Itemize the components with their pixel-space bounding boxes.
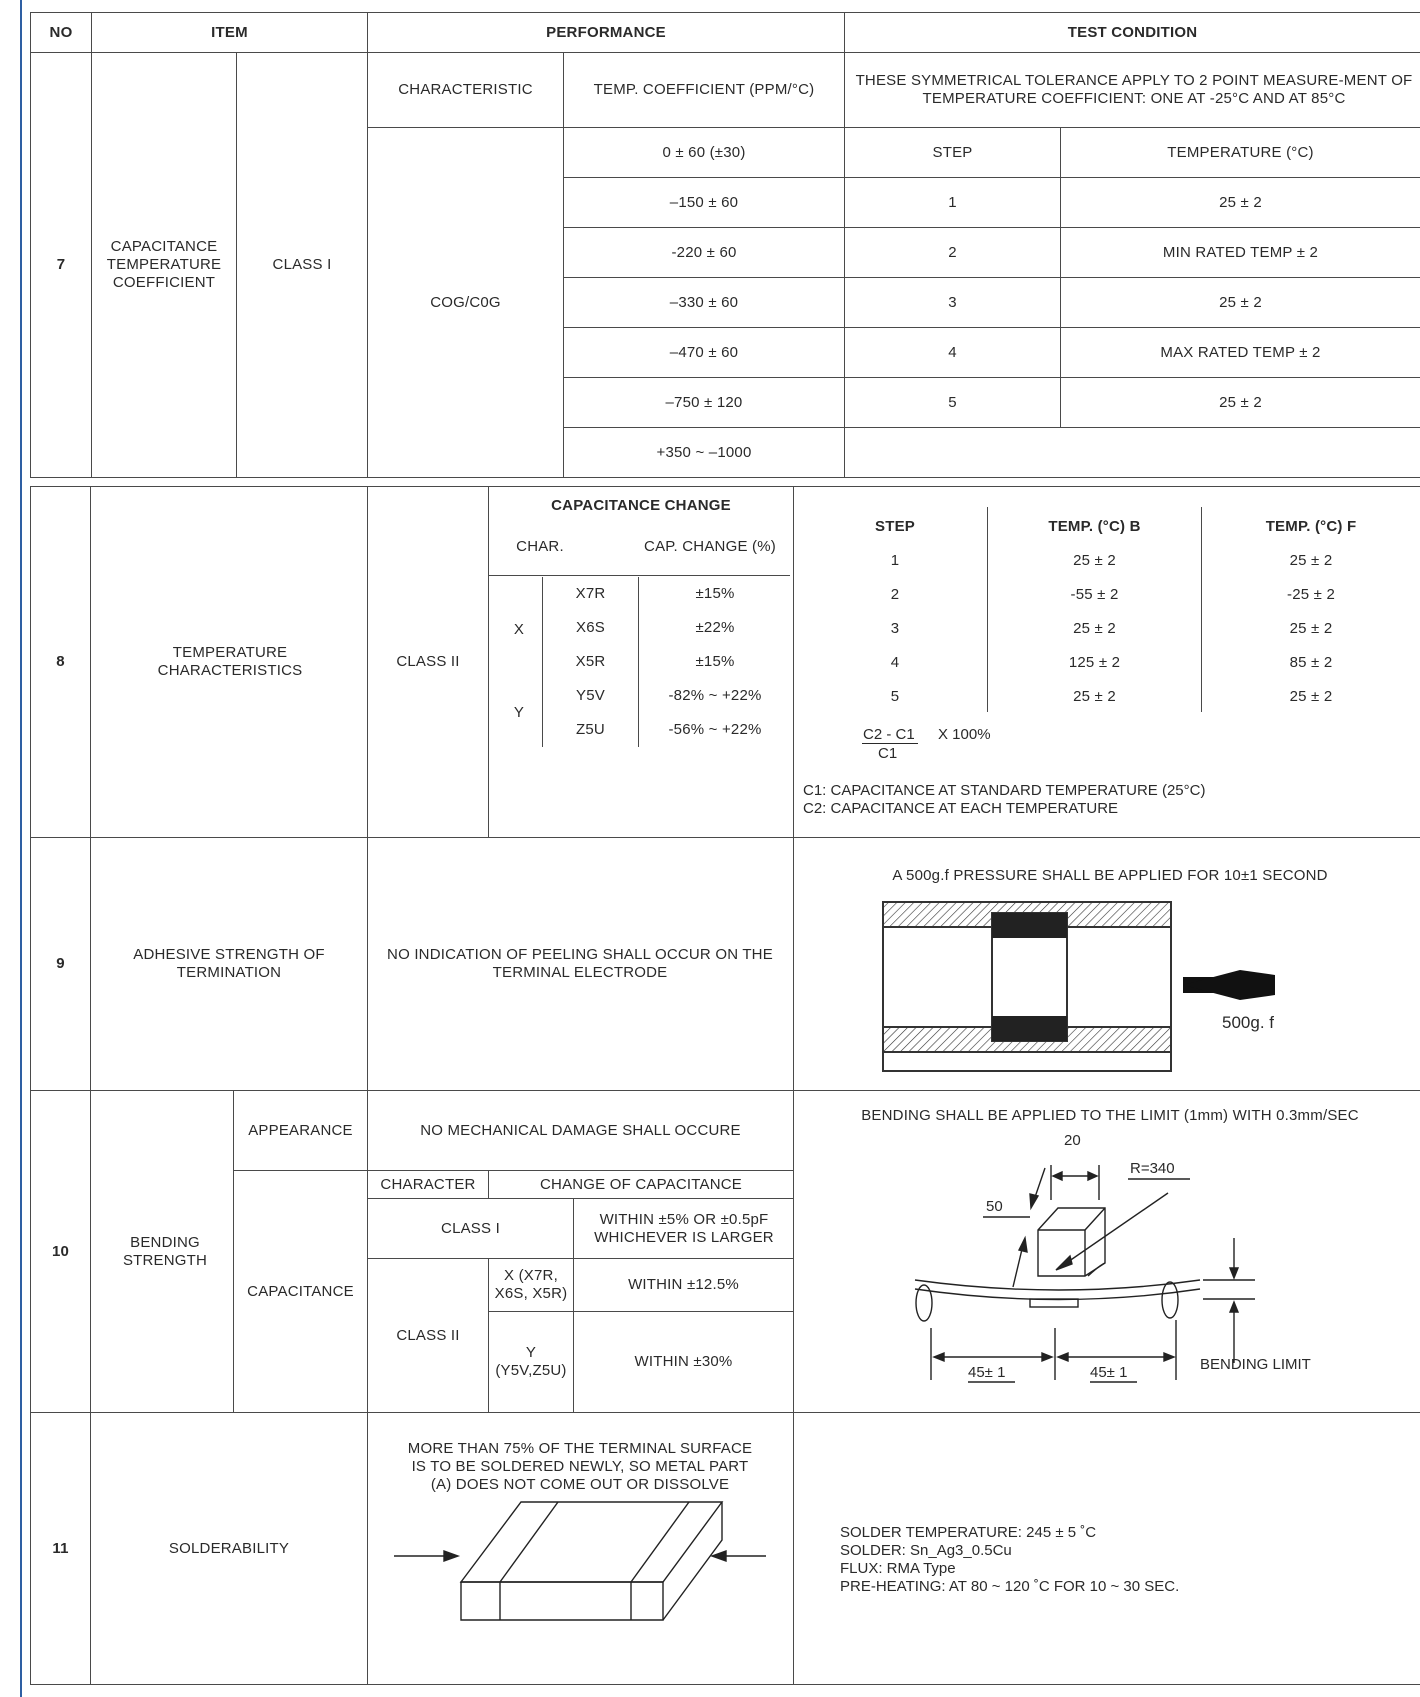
bending-limit-label: BENDING LIMIT	[1200, 1356, 1311, 1373]
performance-text: NO INDICATION OF PEELING SHALL OCCUR ON THE TERMINAL ELECTRODE	[387, 946, 773, 981]
step-cell: 3	[890, 620, 900, 637]
temperature-cell: MIN RATED TEMP ± 2	[1162, 243, 1319, 261]
y-group-label: Y (Y5V,Z5U)	[495, 1344, 567, 1379]
header-performance: PERFORMANCE	[546, 23, 666, 41]
formula-multiplier: X 100%	[938, 726, 991, 743]
step-cell: 2	[948, 243, 957, 261]
step-cell: 1	[890, 552, 900, 569]
character-header: CHARACTER	[380, 1175, 476, 1193]
class-label: CLASS II	[396, 653, 460, 670]
tolerance-note: THESE SYMMETRICAL TOLERANCE APPLY TO 2 POINT MEASURE-MENT OF TEMPERATURE COEFFICIENT: ONE AT -25°C AND AT 85°C	[855, 72, 1413, 107]
dimension-50: 50	[986, 1198, 1003, 1215]
dimension-r340: R=340	[1130, 1160, 1175, 1177]
item-name: ADHESIVE STRENGTH OF TERMINATION	[133, 946, 325, 981]
char-code: Z5U	[576, 721, 605, 738]
coefficient-cell: –750 ± 120	[665, 393, 743, 411]
char-header: CHAR.	[516, 538, 564, 555]
temp-f-cell: -25 ± 2	[1287, 586, 1335, 603]
header-item: ITEM	[211, 23, 248, 41]
step-cell: 4	[948, 343, 957, 361]
step-cell: 4	[890, 654, 900, 671]
char-change: ±15%	[695, 585, 735, 602]
y-group-value: WITHIN ±30%	[634, 1353, 733, 1370]
formula-denominator: C1	[878, 745, 898, 762]
dimension-45-left: 45± 1	[968, 1364, 1006, 1381]
item-name: SOLDERABILITY	[168, 1539, 290, 1557]
coefficient-cell: 0 ± 60 (±30)	[662, 143, 746, 161]
char-code: X6S	[576, 619, 605, 636]
item-name: CAPACITANCE TEMPERATURE COEFFICIENT	[106, 238, 222, 291]
coefficient-cell: -220 ± 60	[671, 243, 737, 261]
temperature-cell: 25 ± 2	[1219, 393, 1262, 411]
char-change: ±15%	[695, 653, 735, 670]
char-code: X7R	[575, 585, 606, 602]
step-cell: 5	[890, 688, 900, 705]
temp-f-cell: 85 ± 2	[1289, 654, 1333, 671]
temp-b-cell: -55 ± 2	[1070, 586, 1119, 603]
capacitance-label: CAPACITANCE	[247, 1282, 354, 1300]
class-label: CLASS I	[272, 256, 332, 273]
x-group-value: WITHIN ±12.5%	[628, 1276, 739, 1293]
header-test-condition: TEST CONDITION	[1067, 23, 1198, 41]
cog-label: COG/C0G	[430, 293, 501, 311]
item-name: TEMPERATURE CHARACTERISTICS	[157, 644, 303, 679]
temp-coefficient-header: TEMP. COEFFICIENT (PPM/°C)	[593, 81, 815, 98]
row-number: 10	[51, 1242, 70, 1260]
step-cell: 2	[890, 586, 900, 603]
step-cell: 5	[948, 393, 957, 411]
solder-temperature: SOLDER TEMPERATURE: 245 ± 5 ˚C	[840, 1524, 1097, 1541]
performance-text: MORE THAN 75% OF THE TERMINAL SURFACE IS TO BE SOLDERED NEWLY, SO METAL PART (A) DOES NOT COME OUT OR DISSOLVE	[407, 1440, 753, 1493]
test-condition-text: A 500g.f PRESSURE SHALL BE APPLIED FOR 10±1 SECOND	[892, 867, 1328, 884]
cap-change-header: CAP. CHANGE (%)	[644, 538, 776, 555]
solder-type: SOLDER: Sn_Ag3_0.5Cu	[840, 1542, 1012, 1559]
x-group-label: X (X7R, X6S, X5R)	[494, 1267, 568, 1302]
row-number: 9	[56, 955, 65, 972]
temperature-cell: MAX RATED TEMP ± 2	[1160, 343, 1321, 361]
temp-f-header: TEMP. (°C) F	[1265, 518, 1357, 535]
row-number: 7	[56, 256, 66, 273]
temperature-header: TEMPERATURE (°C)	[1167, 143, 1314, 161]
class1-value: WITHIN ±5% OR ±0.5pF WHICHEVER IS LARGER	[594, 1210, 774, 1246]
appearance-performance: NO MECHANICAL DAMAGE SHALL OCCURE	[420, 1121, 741, 1139]
char-change: -82% ~ +22%	[668, 687, 762, 704]
step-cell: 1	[948, 193, 957, 211]
flux-type: FLUX: RMA Type	[840, 1560, 956, 1577]
char-change: ±22%	[695, 619, 735, 636]
temp-b-cell: 25 ± 2	[1073, 688, 1116, 705]
char-change: -56% ~ +22%	[668, 721, 762, 738]
temp-f-cell: 25 ± 2	[1289, 688, 1333, 705]
step-header: STEP	[875, 518, 915, 535]
group-x-label: X	[513, 621, 525, 638]
char-code: Y5V	[576, 687, 605, 704]
step-cell: 3	[948, 293, 957, 311]
class1-label: CLASS I	[441, 1219, 500, 1237]
change-of-capacitance-header: CHANGE OF CAPACITANCE	[540, 1175, 742, 1193]
force-label: 500g. f	[1222, 1013, 1274, 1032]
formula-numerator: C2 - C1	[863, 726, 915, 743]
header-no: NO	[49, 23, 73, 41]
temp-f-cell: 25 ± 2	[1289, 552, 1333, 569]
test-condition-text: BENDING SHALL BE APPLIED TO THE LIMIT (1mm) WITH 0.3mm/SEC	[861, 1107, 1359, 1124]
temp-b-cell: 25 ± 2	[1073, 552, 1116, 569]
coefficient-cell: +350 ~ –1000	[656, 443, 752, 461]
step-header: STEP	[932, 143, 973, 161]
note-c2: C2: CAPACITANCE AT EACH TEMPERATURE	[803, 800, 1119, 817]
temp-f-cell: 25 ± 2	[1289, 620, 1333, 637]
char-code: X5R	[575, 653, 606, 670]
dimension-45-right: 45± 1	[1090, 1364, 1128, 1381]
row-number: 8	[56, 653, 65, 670]
temperature-cell: 25 ± 2	[1219, 293, 1262, 311]
note-c1: C1: CAPACITANCE AT STANDARD TEMPERATURE (25°C)	[803, 782, 1206, 799]
coefficient-cell: –470 ± 60	[669, 343, 739, 361]
coefficient-cell: –150 ± 60	[669, 193, 739, 211]
temp-b-header: TEMP. (°C) B	[1048, 518, 1141, 535]
coefficient-cell: –330 ± 60	[669, 293, 739, 311]
pre-heating: PRE-HEATING: AT 80 ~ 120 ˚C FOR 10 ~ 30 SEC.	[840, 1578, 1180, 1595]
class2-label: CLASS II	[396, 1326, 460, 1344]
row-number: 11	[52, 1539, 69, 1557]
temp-b-cell: 25 ± 2	[1073, 620, 1116, 637]
group-y-label: Y	[513, 703, 525, 721]
temperature-cell: 25 ± 2	[1219, 193, 1262, 211]
item-name: BENDING STRENGTH	[122, 1233, 208, 1269]
appearance-label: APPEARANCE	[248, 1121, 353, 1139]
characteristic-header: CHARACTERISTIC	[398, 81, 533, 98]
dimension-20: 20	[1064, 1132, 1081, 1149]
capacitance-change-title: CAPACITANCE CHANGE	[551, 497, 731, 514]
temp-b-cell: 125 ± 2	[1068, 654, 1121, 671]
